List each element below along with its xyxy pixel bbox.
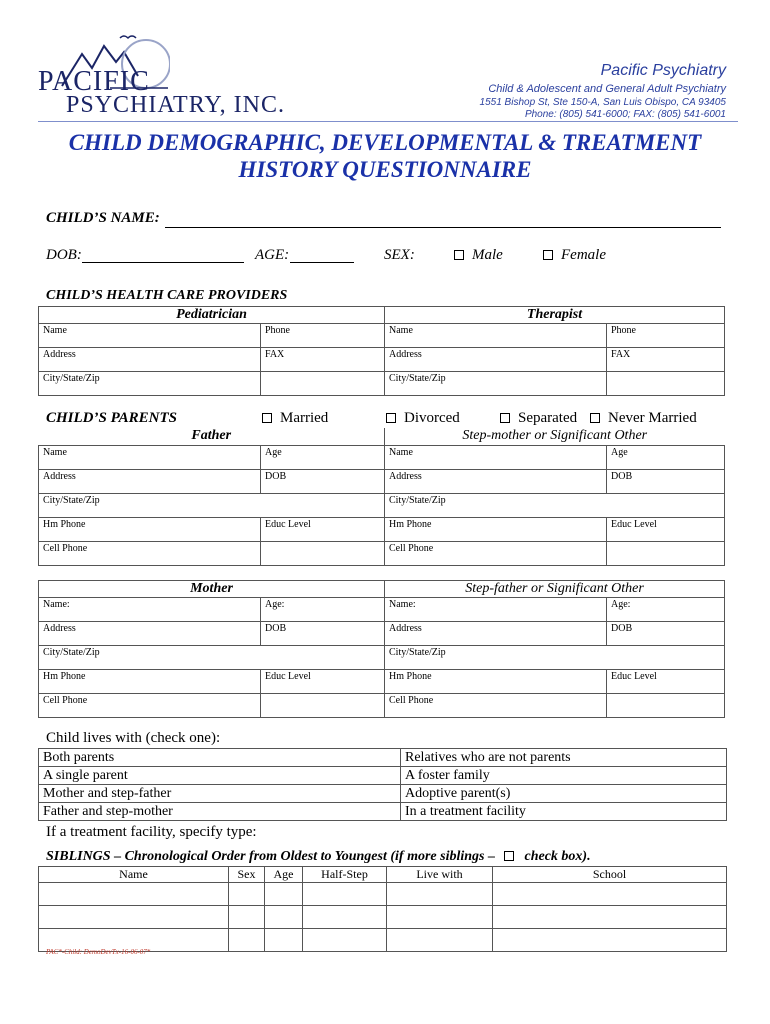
col-sex-header: Sex [229, 867, 265, 883]
separated-label: Separated [518, 410, 578, 426]
therapist-header: Therapist [385, 307, 725, 324]
age-label: AGE: [255, 247, 290, 263]
stepmother-dob-cell[interactable]: DOB [607, 469, 725, 493]
pediatrician-extra-cell[interactable] [261, 372, 385, 396]
lives-option[interactable]: Adoptive parent(s) [401, 785, 727, 803]
lives-option[interactable]: Father and step-mother [39, 803, 401, 821]
sibling-cell[interactable] [265, 883, 303, 906]
table-row [39, 883, 727, 906]
childs-name-label: CHILD’S NAME: [46, 210, 160, 226]
never-married-label: Never Married [608, 410, 697, 426]
pediatrician-phone-cell[interactable]: Phone [261, 324, 385, 348]
stepfather-dob-cell[interactable]: DOB [607, 622, 725, 646]
stepfather-cell-phone-cell[interactable]: Cell Phone [385, 694, 607, 718]
therapist-fax-cell[interactable]: FAX [607, 348, 725, 372]
sibling-cell[interactable] [229, 929, 265, 952]
divorced-checkbox[interactable] [386, 413, 396, 423]
father-address-cell[interactable]: Address [39, 469, 261, 493]
stepmother-educ-cell[interactable]: Educ Level [607, 517, 725, 541]
more-siblings-checkbox[interactable] [504, 851, 514, 861]
sibling-cell[interactable] [229, 883, 265, 906]
status-married[interactable] [262, 410, 328, 427]
col-halfstep-header: Half-Step [303, 867, 387, 883]
status-separated[interactable] [500, 410, 577, 427]
stepmother-hm-phone-cell[interactable]: Hm Phone [385, 517, 607, 541]
father-extra-cell[interactable] [261, 541, 385, 565]
therapist-phone-cell[interactable]: Phone [607, 324, 725, 348]
form-title-line1: CHILD DEMOGRAPHIC, DEVELOPMENTAL & TREATMENT [68, 130, 702, 155]
lives-option[interactable]: Relatives who are not parents [401, 749, 727, 767]
father-hm-phone-cell[interactable]: Hm Phone [39, 517, 261, 541]
form-code: PAC*-Child: DemoDevTx-16-06-07* [46, 948, 151, 956]
female-label: Female [561, 247, 606, 263]
org-subtitle: Child & Adolescent and General Adult Psychiatry [488, 83, 726, 95]
mother-hm-phone-cell[interactable]: Hm Phone [39, 670, 261, 694]
mother-address-cell[interactable]: Address [39, 622, 261, 646]
stepfather-name-cell[interactable]: Name: [385, 598, 607, 622]
dob-label: DOB: [46, 247, 82, 263]
therapist-address-cell[interactable]: Address [385, 348, 607, 372]
never-married-checkbox[interactable] [590, 413, 600, 423]
mother-educ-cell[interactable]: Educ Level [261, 670, 385, 694]
sex-female-option[interactable] [543, 247, 606, 264]
header-divider [38, 121, 738, 122]
married-label: Married [280, 410, 329, 426]
stepmother-cell-phone-cell[interactable]: Cell Phone [385, 541, 607, 565]
sibling-cell[interactable] [493, 906, 727, 929]
pediatrician-city-cell[interactable]: City/State/Zip [39, 372, 261, 396]
col-age-header: Age [265, 867, 303, 883]
sibling-cell[interactable] [265, 906, 303, 929]
status-never-married[interactable] [590, 410, 697, 427]
sibling-cell[interactable] [387, 929, 493, 952]
siblings-heading-tail: check box). [524, 849, 591, 864]
stepfather-educ-cell[interactable]: Educ Level [607, 670, 725, 694]
col-livewith-header: Live with [387, 867, 493, 883]
table-row [39, 906, 727, 929]
lives-option[interactable]: A foster family [401, 767, 727, 785]
status-divorced[interactable] [386, 410, 460, 427]
sibling-cell[interactable] [303, 883, 387, 906]
org-contact: Phone: (805) 541-6000; FAX: (805) 541-6001 [524, 109, 726, 120]
father-educ-cell[interactable]: Educ Level [261, 517, 385, 541]
father-age-cell[interactable]: Age [261, 445, 385, 469]
sibling-cell[interactable] [39, 906, 229, 929]
siblings-heading [46, 849, 591, 865]
sex-male-option[interactable] [454, 247, 503, 264]
form-title-line2: HISTORY QUESTIONNAIRE [238, 157, 532, 182]
age-field[interactable] [290, 262, 354, 263]
pediatrician-address-cell[interactable]: Address [39, 348, 261, 372]
sex-label: SEX: [384, 247, 415, 263]
siblings-heading-text: SIBLINGS – Chronological Order from Oldest to Youngest (if more siblings – [46, 849, 495, 864]
sibling-cell[interactable] [387, 883, 493, 906]
mother-age-cell[interactable]: Age: [261, 598, 385, 622]
therapist-name-cell[interactable]: Name [385, 324, 607, 348]
logo-line1: PACIFIC [38, 66, 150, 97]
stepfather-header: Step-father or Significant Other [385, 581, 725, 598]
providers-heading: CHILD’S HEALTH CARE PROVIDERS [46, 288, 288, 303]
stepmother-header: Step-mother or Significant Other [385, 428, 725, 445]
mother-name-cell[interactable]: Name: [39, 598, 261, 622]
father-header: Father [39, 428, 385, 445]
pediatrician-header: Pediatrician [39, 307, 385, 324]
mother-header: Mother [39, 581, 385, 598]
sibling-cell[interactable] [303, 929, 387, 952]
mother-cell-phone-cell[interactable]: Cell Phone [39, 694, 261, 718]
col-school-header: School [493, 867, 727, 883]
divorced-label: Divorced [404, 410, 460, 426]
sibling-cell[interactable] [303, 906, 387, 929]
org-name: Pacific Psychiatry [600, 62, 726, 79]
female-checkbox[interactable] [543, 250, 553, 260]
facility-prompt: If a treatment facility, specify type: [46, 824, 257, 840]
pediatrician-name-cell[interactable]: Name [39, 324, 261, 348]
lives-option[interactable]: Both parents [39, 749, 401, 767]
male-label: Male [472, 247, 503, 263]
pediatrician-fax-cell[interactable]: FAX [261, 348, 385, 372]
mother-stepfather-table [38, 580, 725, 718]
father-cell-phone-cell[interactable]: Cell Phone [39, 541, 261, 565]
mother-extra-cell[interactable] [261, 694, 385, 718]
stepmother-extra-cell[interactable] [607, 541, 725, 565]
stepmother-city-cell[interactable]: City/State/Zip [385, 493, 725, 517]
stepfather-age-cell[interactable]: Age: [607, 598, 725, 622]
dob-field[interactable] [82, 262, 244, 263]
stepfather-extra-cell[interactable] [607, 694, 725, 718]
stepfather-hm-phone-cell[interactable]: Hm Phone [385, 670, 607, 694]
childs-name-field[interactable] [165, 227, 721, 228]
stepmother-address-cell[interactable]: Address [385, 469, 607, 493]
lives-with-table [38, 748, 727, 821]
sibling-cell[interactable] [265, 929, 303, 952]
sibling-cell[interactable] [387, 906, 493, 929]
mother-city-cell[interactable]: City/State/Zip [39, 646, 385, 670]
lives-with-prompt: Child lives with (check one): [46, 730, 221, 746]
lives-option[interactable]: In a treatment facility [401, 803, 727, 821]
lives-option[interactable]: A single parent [39, 767, 401, 785]
separated-checkbox[interactable] [500, 413, 510, 423]
married-checkbox[interactable] [262, 413, 272, 423]
stepmother-age-cell[interactable]: Age [607, 445, 725, 469]
stepfather-address-cell[interactable]: Address [385, 622, 607, 646]
org-address: 1551 Bishop St, Ste 150-A, San Luis Obispo, CA 93405 [479, 97, 726, 108]
father-name-cell[interactable]: Name [39, 445, 261, 469]
father-dob-cell[interactable]: DOB [261, 469, 385, 493]
parents-heading: CHILD’S PARENTS [46, 410, 177, 426]
therapist-city-cell[interactable]: City/State/Zip [385, 372, 607, 396]
therapist-extra-cell[interactable] [607, 372, 725, 396]
father-stepmother-table [38, 428, 725, 566]
sibling-cell[interactable] [493, 929, 727, 952]
stepfather-city-cell[interactable]: City/State/Zip [385, 646, 725, 670]
col-name-header: Name [39, 867, 229, 883]
sibling-cell[interactable] [39, 883, 229, 906]
lives-option[interactable]: Mother and step-father [39, 785, 401, 803]
sibling-cell[interactable] [229, 906, 265, 929]
mother-dob-cell[interactable]: DOB [261, 622, 385, 646]
logo-line2: PSYCHIATRY, INC. [66, 92, 285, 118]
sibling-cell[interactable] [493, 883, 727, 906]
providers-table [38, 306, 725, 396]
male-checkbox[interactable] [454, 250, 464, 260]
stepmother-name-cell[interactable]: Name [385, 445, 607, 469]
siblings-table [38, 866, 727, 952]
father-city-cell[interactable]: City/State/Zip [39, 493, 385, 517]
